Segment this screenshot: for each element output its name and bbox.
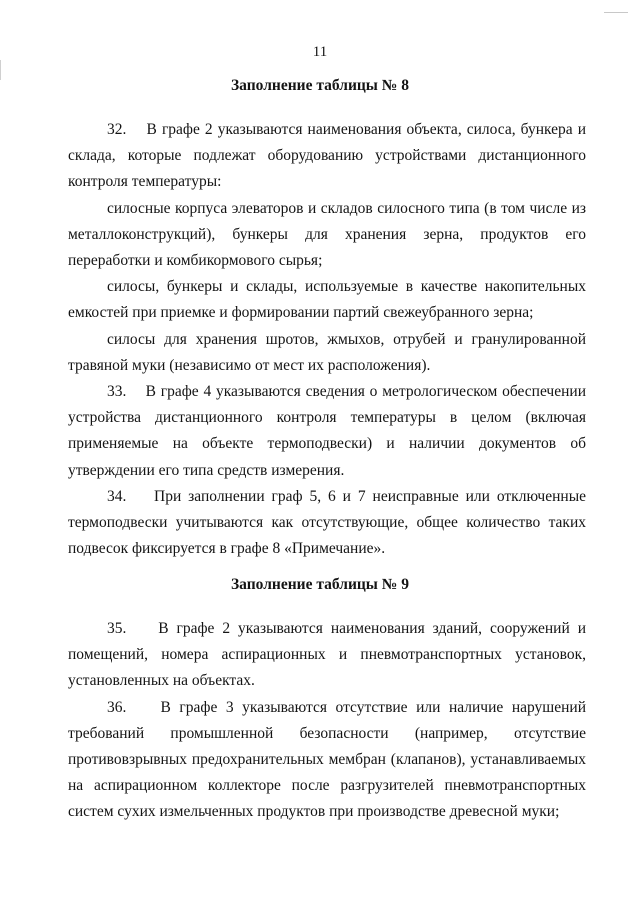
list-item-meal-silos: силосы для хранения шротов, жмыхов, отрубей и гранулированной травяной муки (независимо от мест их расположения). xyxy=(68,330,586,374)
page-number: 11 xyxy=(312,44,328,60)
paragraph-36: 36. В графе 3 указываются отсутствие или наличие нарушений требований промышленной безопасности (например, отсутствие противовзрывных предохранительных мембран (клапанов), устанавливаемых на аспирационном коллекторе после разгрузителей пневмотранспортных систем сухих измельченных продуктов при производстве древесной муки; xyxy=(68,698,586,821)
section-heading-table-9: Заполнение таблицы № 9 xyxy=(231,576,409,593)
section-8-body xyxy=(68,117,586,562)
section-9-body xyxy=(68,616,586,826)
paragraph-33: 33. В графе 4 указываются сведения о метрологическом обеспечении устройства дистанционного контроля температуры в целом (включая применяемые на объекте термоподвески) и наличии документов об утверждении его типа средств измерения. xyxy=(68,383,586,479)
list-item-accumulation-silos: силосы, бункеры и склады, используемые в качестве накопительных емкостей при приемке и формировании партий свежеубранного зерна; xyxy=(68,278,586,322)
list-item-silo-buildings: силосные корпуса элеваторов и складов силосного типа (в том числе из металлоконструкций), бункеры для хранения зерна, продуктов его переработки и комбикормового сырья; xyxy=(68,199,586,270)
paragraph-32: 32. В графе 2 указываются наименования объекта, силоса, бункера и склада, которые подлежат оборудованию устройствами дистанционного контроля температуры: xyxy=(68,121,586,191)
scan-artifact xyxy=(604,12,628,13)
paragraph-35: 35. В графе 2 указываются наименования зданий, сооружений и помещений, номера аспирационных и пневмотранспортных установок, установленных на объектах. xyxy=(68,620,586,690)
section-heading-table-8: Заполнение таблицы № 8 xyxy=(231,77,409,94)
paragraph-34: 34. При заполнении граф 5, 6 и 7 неисправные или отключенные термоподвески учитываются как отсутствующие, общее количество таких подвесок фиксируется в графе 8 «Примечание». xyxy=(68,487,586,558)
